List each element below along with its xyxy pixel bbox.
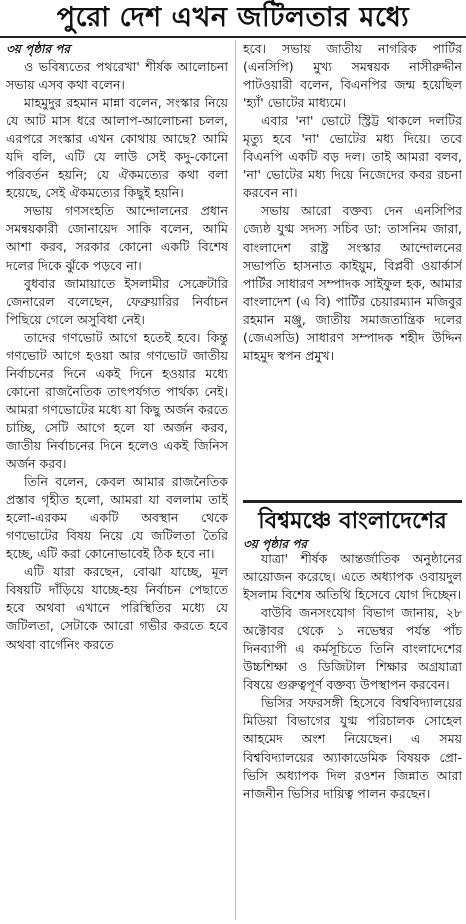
- headline: পুরো দেশ এখন জটিলতার মধ্যে: [56, 2, 410, 33]
- continued-from-label: ৩য় পৃষ্ঠার পর: [6, 42, 71, 56]
- article-right-column: [243, 40, 462, 500]
- paragraph: তাদের গণভোট আগে হতেই হবে। কিন্তু গণভোট আগে হওয়া আর গণভোট জাতীয় নির্বাচনের দিনে একই দিনে হওয়ার মধ্যে কোনো রাজনৈতিক তাৎপর্যগত পার্থক্য নেই। আমরা গণভোটের মধ্যে যা কিছু অর্জন করতে চাচ্ছি, সেটি আগে হলে যা অর্জন করব, জাতীয় নির্বাচনের দিনে হলেও একই জিনিস অর্জন করব।: [6, 329, 228, 472]
- second-article-continued-label: ৩য় পৃষ্ঠার পর: [243, 537, 308, 551]
- paragraph: তিনি বলেন, কেবল আমার রাজনৈতিক প্রস্তাব গৃহীত হলো, আমরা যা বললাম তাই হলো-এরকম একটি অবস্থান থেকে গণভোটের বিষয় নিয়ে যে জটিলতা তৈরি হচ্ছে, এটি করা কোনোভাবেই ঠিক হবে না।: [6, 474, 228, 562]
- paragraph: বুধবার জামায়াতে ইসলামীর সেক্রেটারি জেনারেল বলেছেন, ফেব্রুয়ারির নির্বাচন পিছিয়ে গেলে অসুবিধা নেই।: [6, 275, 228, 327]
- column-divider: [235, 40, 236, 920]
- paragraph: সভায় আরো বক্তব্য দেন এনসিপির জ্যেষ্ঠ যুগ্ম সদস্য সচিব ডা: তাসনিম জারা, বাংলাদেশ রাষ্ট্র সংস্কার আন্দোলনের সভাপতি হাসনাত কাইয়ুম, বিপ্লবী ওয়ার্কার্স পার্টির সাধারণ সম্পাদক সাইফুল হক, আমার বাংলাদেশ (এ বি) পার্টির চেয়ারম্যান মজিবুর রহমান মঞ্জু, জাতীয় সমাজতান্ত্রিক দলের (জেএসডি) সাধারণ সম্পাদক শহীদ উদ্দিন মাহমুদ স্বপন প্রমুখ।: [243, 203, 462, 363]
- article-left-column: [6, 40, 228, 920]
- paragraph: ভিসির সফরসঙ্গী হিসেবে বিশ্ববিদ্যালয়ের মিডিয়া বিভাগের যুগ্ম পরিচালক সোহেল আহমেদ অংশ নিয়েছেন। এ সময় বিশ্ববিদ্যালয়ের অ্যাকাডেমিক বিষয়ক প্রো-ভিসি অধ্যাপক দিল রওশন জিন্নাত আরা নাজনীন ভিসির দায়িত্ব পালন করছেন।: [243, 695, 462, 801]
- paragraph: এবার 'না' ভোটে স্ট্রিট্ট থাকলে দলটির মৃত্যু হবে 'না' ভোটের মধ্য দিয়ে। তবে বিএনপি একটি বড় দল। তাই আমরা বলব, 'না' ভোটের মধ্য দিয়ে নিজেদের কবর রচনা করবেন না।: [243, 113, 462, 201]
- paragraph: সভায় গণসংহতি আন্দোলনের প্রধান সমন্বয়কারী জোনায়েদ সাকি বলেন, আমি আশা করব, সরকার কোনো একটি বিশেষ দলের দিকে ঝুঁকে পড়বে না।: [6, 203, 228, 273]
- paragraph: মাহমুদুর রহমান মান্না বলেন, সংস্কার নিয়ে যে আট মাস ধরে আলাপ-আলোচনা চলল, এরপরে সংস্কার এখন কোথায় আছে? আমি যদি বলি, এটি যে লাউ সেই কদু-কোনো পরিবর্তন হয়নি; যে ঐকমত্যের কথা বলা হয়েছে, সেই ঐকমত্যের কিছুই হয়নি।: [6, 95, 228, 201]
- second-article-headline: বিশ্বমঞ্চে বাংলাদেশের: [258, 508, 447, 534]
- paragraph: যাত্রা' শীর্ষক আন্তর্জাতিক অনুষ্ঠানের আয়োজন করেছে। এতে অধ্যাপক ওবায়দুল ইসলাম বিশেষ অতিথি হিসেবে যোগ দিচ্ছেন।: [243, 551, 462, 603]
- paragraph: বাউবি জনসংযোগ বিভাগ জানায়, ২৮ অক্টোবর থেকে ১ নভেম্বর পর্যন্ত পাঁচ দিনব্যাপী এ কর্মসূচিতে তিনি বাংলাদেশের উচ্চশিক্ষা ও ডিজিটাল শিক্ষার অগ্রযাত্রা বিষয়ে গুরুত্বপূর্ণ বক্তব্য উপস্থাপন করবেন।: [243, 605, 462, 693]
- paragraph: ও ভবিষ্যতের পথরেখা' শীর্ষক আলোচনা সভায় এসব কথা বলেন।: [6, 59, 228, 93]
- second-article-rule: [243, 500, 462, 503]
- second-article-body: [243, 550, 462, 922]
- paragraph: হবে। সভায় জাতীয় নাগরিক পার্টির (এনসিপি) মুখ্য সমন্বয়ক নাসীরুদ্দীন পাটওয়ারী বলেন, বিএনপির জন্ম হয়েছিল 'হ্যাঁ' ভোটের মাধ্যমে।: [243, 41, 462, 111]
- headline-rule: [0, 36, 466, 38]
- paragraph: এটি যারা করছেন, বোঝা যাচ্ছে, মূল বিষয়টি দাঁড়িয়ে যাচ্ছে-হয় নির্বাচন পেছাতে হবে অথবা এখানে পরিস্থিতির মধ্যে যে জটিলতা, সেটাকে আরো গভীর করতে হবে অথবা বার্গেনিং করতে: [6, 564, 228, 652]
